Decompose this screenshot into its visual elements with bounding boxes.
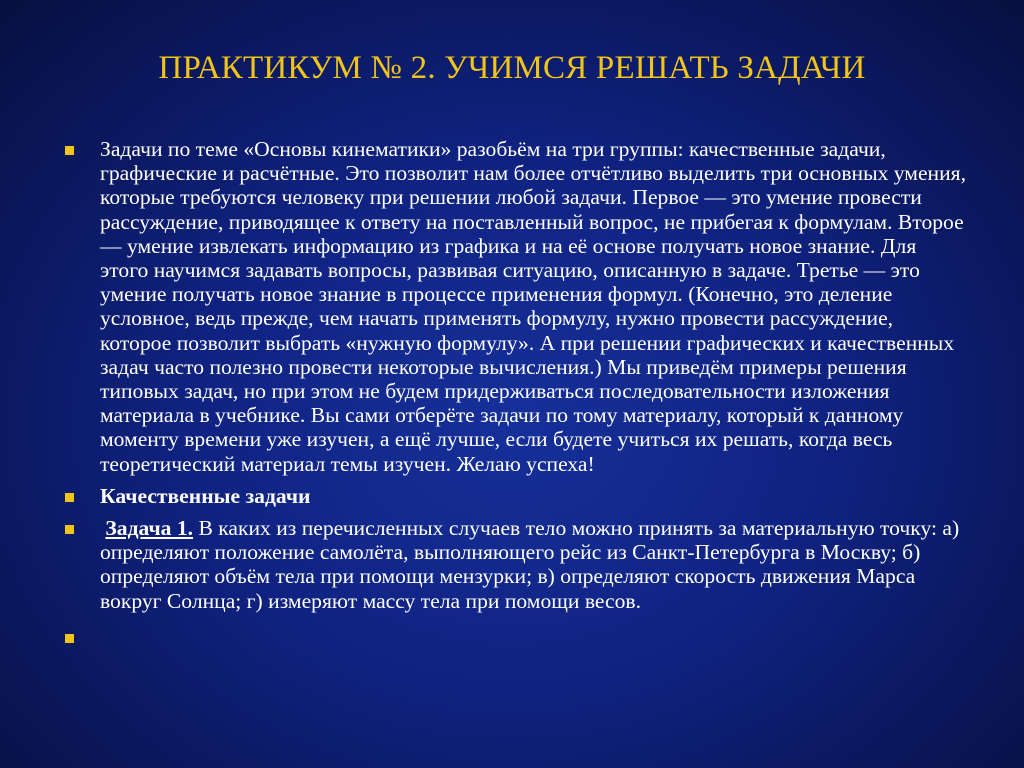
bullet-item-empty <box>62 625 968 649</box>
bullet-item-task-1 <box>62 516 968 613</box>
bullet-item-intro <box>62 137 968 476</box>
task-label: Задача 1. <box>105 516 194 541</box>
square-bullet-icon <box>65 146 74 155</box>
bullet-item-heading <box>62 484 968 508</box>
square-bullet-icon <box>65 634 74 643</box>
square-bullet-icon <box>65 493 74 502</box>
intro-paragraph: Задачи по теме «Основы кинематики» разобьём на три группы: качественные задачи, графические и расчётные. Это позволит нам более отчётливо выделить три основных умения, которые требуются человеку при решении любой задачи. Первое — это умение провести рассуждение, приводящее к ответу на поставленный вопрос, не прибегая к формулам. Второе — умение извлекать информацию из графика и на её основе получать новое знание. Для этого научимся задавать вопросы, развивая ситуацию, описанную в задаче. Третье — это умение получать новое знание в процессе применения формул. (Конечно, это деление условное, ведь прежде, чем начать применять формулу, нужно провести рассуждение, которое позволит выбрать «нужную формулу». А при решении графических и качественных задач часто полезно провести некоторые вычисления.) Мы приведём примеры решения типовых задач, но при этом не будем придерживаться последовательности изложения материала в учебнике. Вы сами отберёте задачи по тому материалу, который к данному моменту времени уже изучен, а ещё лучше, если будете учиться их решать, когда весь теоретический материал темы изучен. Желаю успеха! <box>100 137 966 476</box>
slide-content <box>62 137 968 649</box>
section-heading: Качественные задачи <box>100 483 311 508</box>
square-bullet-icon <box>65 525 74 534</box>
slide-title: ПРАКТИКУМ № 2. УЧИМСЯ РЕШАТЬ ЗАДАЧИ <box>158 50 866 86</box>
task-text: В каких из перечисленных случаев тело можно принять за материальную точку: а) определяют положение самолёта, выполняющего рейс из Санкт-Петербурга в Москву; б) определяют объём тела при помощи мензурки; в) определяют скорость движения Марса вокруг Солнца; г) измеряют массу тела при помощи весов. <box>100 516 960 613</box>
